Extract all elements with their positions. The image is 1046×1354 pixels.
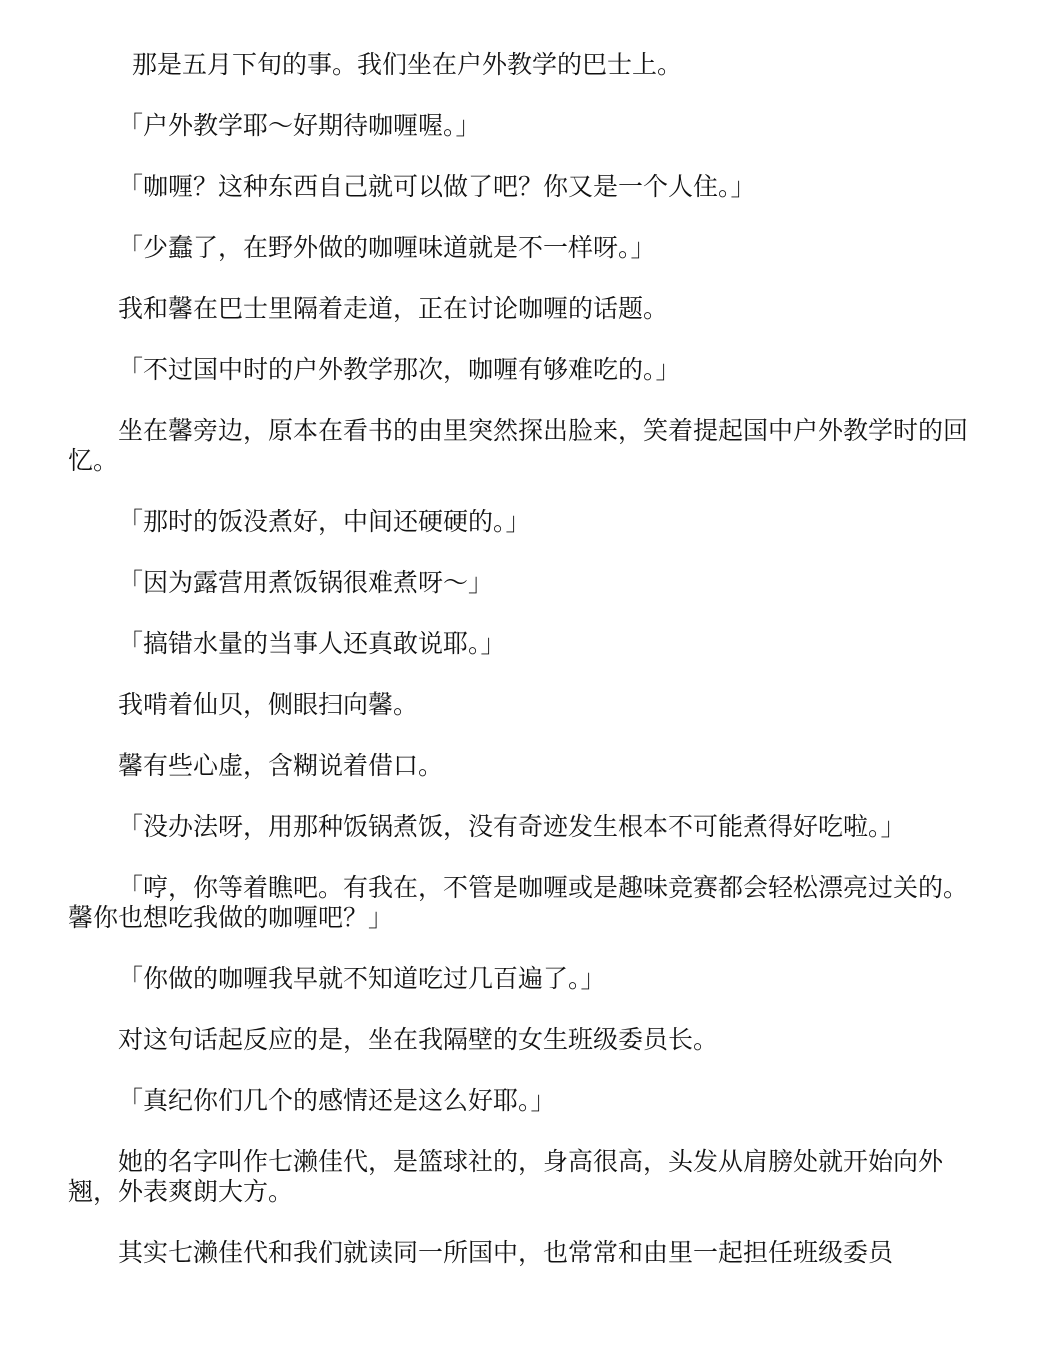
paragraph: 我和馨在巴士里隔着走道，正在讨论咖喱的话题。 [118, 294, 669, 323]
paragraph: 「咖喱？这种东西自己就可以做了吧？你又是一个人住。」 [118, 172, 756, 201]
paragraph: 那是五月下旬的事。我们坐在户外教学的巴士上。 [132, 50, 683, 79]
paragraph: 对这句话起反应的是，坐在我隔壁的女生班级委员长。 [118, 1025, 719, 1054]
paragraph: 馨有些心虚，含糊说着借口。 [118, 751, 444, 780]
paragraph: 「因为露营用煮饭锅很难煮呀～」 [118, 568, 494, 597]
paragraph: 坐在馨旁边，原本在看书的由里突然探出脸来，笑着提起国中户外教学时的回忆。 [68, 416, 969, 475]
paragraph: 「搞错水量的当事人还真敢说耶。」 [118, 629, 506, 658]
paragraph: 「真纪你们几个的感情还是这么好耶。」 [118, 1086, 556, 1115]
paragraph: 「不过国中时的户外教学那次，咖喱有够难吃的。」 [118, 355, 681, 384]
paragraph: 「那时的饭没煮好，中间还硬硬的。」 [118, 507, 531, 536]
paragraph: 「你做的咖喱我早就不知道吃过几百遍了。」 [118, 964, 606, 993]
document-page [68, 50, 970, 1299]
paragraph: 「哼，你等着瞧吧。有我在，不管是咖喱或是趣味竞赛都会轻松漂亮过关的。馨你也想吃我做的咖喱吧？」 [68, 873, 969, 932]
paragraph: 我啃着仙贝，侧眼扫向馨。 [118, 690, 419, 719]
paragraph: 她的名字叫作七濑佳代，是篮球社的，身高很高，头发从肩膀处就开始向外翘，外表爽朗大方。 [68, 1147, 944, 1206]
paragraph: 「户外教学耶～好期待咖喱喔。」 [118, 111, 481, 140]
paragraph: 「少蠢了，在野外做的咖喱味道就是不一样呀。」 [118, 233, 656, 262]
paragraph: 其实七濑佳代和我们就读同一所国中，也常常和由里一起担任班级委员 [118, 1238, 894, 1267]
paragraph: 「没办法呀，用那种饭锅煮饭，没有奇迹发生根本不可能煮得好吃啦。」 [118, 812, 906, 841]
